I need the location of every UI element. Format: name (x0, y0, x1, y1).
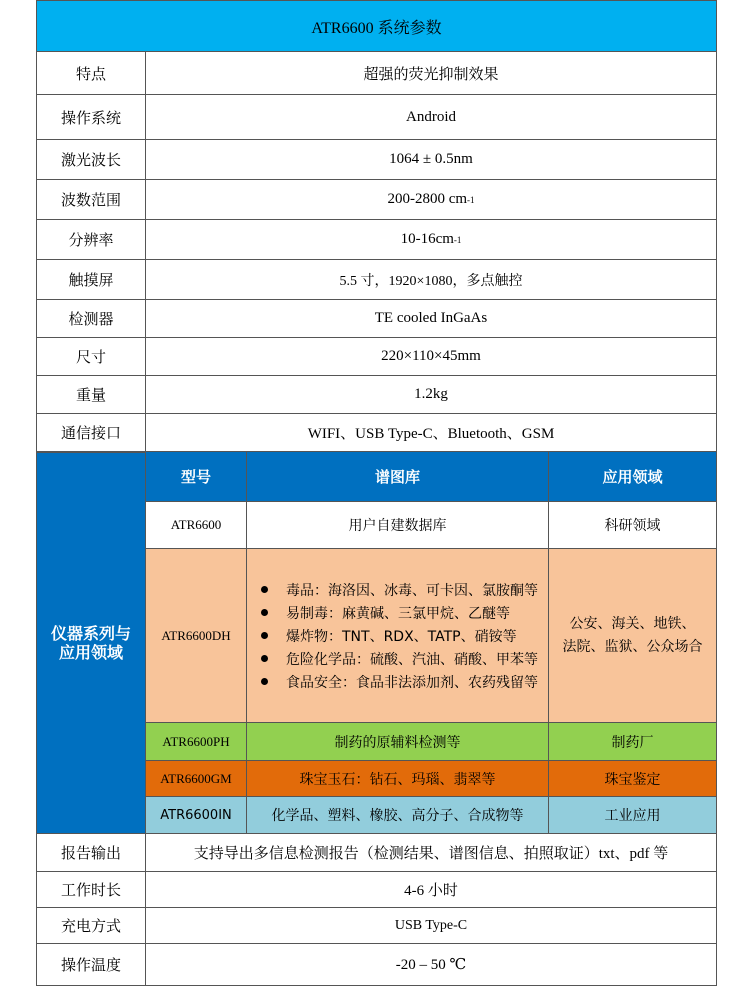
header-application: 应用领域 (549, 452, 717, 502)
spec-value: 220×110×45mm (146, 338, 717, 376)
spec-row-runtime (36, 872, 717, 908)
spec-value: 1064 ± 0.5nm (146, 140, 717, 180)
spec-label: 工作时长 (36, 872, 146, 908)
spec-value: 1.2kg (146, 376, 717, 414)
table-title: ATR6600 系统参数 (36, 0, 717, 52)
library-cell (247, 549, 549, 723)
spec-value: WIFI、USB Type-C、Bluetooth、GSM (146, 414, 717, 452)
series-side-label (36, 452, 146, 834)
series-header-row (146, 452, 717, 502)
model-cell: ATR6600GM (146, 761, 247, 797)
spec-value: 超强的荧光抑制效果 (146, 52, 717, 95)
spec-label: 重量 (36, 376, 146, 414)
application-cell: 制药厂 (549, 723, 717, 761)
bullet-icon (261, 586, 268, 593)
library-cell: 用户自建数据库 (247, 502, 549, 549)
application-cell: 科研领域 (549, 502, 717, 549)
spec-table (36, 0, 717, 986)
model-cell: ATR6600 (146, 502, 247, 549)
side-label-line1: 仪器系列与 (50, 624, 131, 643)
model-cell: ATR6600IN (146, 797, 247, 834)
spec-row-weight (36, 376, 717, 414)
spec-value-text: 200-2800 cm (387, 191, 468, 207)
spec-label: 报告输出 (36, 834, 146, 872)
spec-label: 操作温度 (36, 944, 146, 986)
spec-label: 操作系统 (36, 95, 146, 140)
spec-label: 检测器 (36, 300, 146, 338)
bullet-icon (261, 655, 268, 662)
application-cell: 工业应用 (549, 797, 717, 834)
spec-label: 充电方式 (36, 908, 146, 944)
spec-label: 通信接口 (36, 414, 146, 452)
library-cell: 制药的原辅料检测等 (247, 723, 549, 761)
spec-label: 波数范围 (36, 180, 146, 220)
side-label-line2: 应用领域 (58, 643, 123, 662)
spec-value (146, 180, 717, 220)
spec-value: USB Type-C (146, 908, 717, 944)
list-item: 爆炸物：TNT、RDX、TATP、硝铵等 (247, 624, 548, 647)
spec-label: 触摸屏 (36, 260, 146, 300)
spec-row-charging (36, 908, 717, 944)
spec-value-text: 10-16cm (400, 231, 454, 247)
spec-row-temperature (36, 944, 717, 986)
spec-row-laser (36, 140, 717, 180)
title-row (36, 0, 717, 52)
spec-value: 支持导出多信息检测报告（检测结果、谱图信息、拍照取证）txt、pdf 等 (146, 834, 717, 872)
list-item: 易制毒：麻黄碱、三氯甲烷、乙醚等 (247, 601, 548, 624)
series-row-atr6600gm (146, 761, 717, 797)
spec-label: 尺寸 (36, 338, 146, 376)
spec-row-touchscreen (36, 260, 717, 300)
spec-row-os (36, 95, 717, 140)
spec-label: 特点 (36, 52, 146, 95)
list-item: 危险化学品：硫酸、汽油、硝酸、甲苯等 (247, 647, 548, 670)
spec-label: 激光波长 (36, 140, 146, 180)
spec-row-resolution (36, 220, 717, 260)
spec-value: 4-6 小时 (146, 872, 717, 908)
header-model: 型号 (146, 452, 247, 502)
bullet-icon (261, 632, 268, 639)
spec-value: 5.5 寸，1920×1080，多点触控 (146, 260, 717, 300)
spec-row-report (36, 834, 717, 872)
bullet-icon (261, 609, 268, 616)
header-library: 谱图库 (247, 452, 549, 502)
list-item: 毒品：海洛因、冰毒、可卡因、氯胺酮等 (247, 578, 548, 601)
model-cell: ATR6600PH (146, 723, 247, 761)
library-list (247, 578, 548, 693)
spec-row-detector (36, 300, 717, 338)
spec-value: -20 – 50 ℃ (146, 944, 717, 986)
series-row-atr6600 (146, 502, 717, 549)
superscript: -1 (453, 234, 462, 245)
series-section (36, 452, 717, 834)
library-cell: 珠宝玉石：钻石、玛瑙、翡翠等 (247, 761, 549, 797)
spec-row-size (36, 338, 717, 376)
spec-value: TE cooled InGaAs (146, 300, 717, 338)
library-cell: 化学品、塑料、橡胶、高分子、合成物等 (247, 797, 549, 834)
series-row-atr6600ph (146, 723, 717, 761)
spec-label: 分辨率 (36, 220, 146, 260)
application-cell: 公安、海关、地铁、 法院、监狱、公众场合 (549, 549, 717, 723)
spec-row-interface (36, 414, 717, 452)
list-item: 食品安全：食品非法添加剂、农药残留等 (247, 670, 548, 693)
series-row-atr6600in (146, 797, 717, 834)
superscript: -1 (467, 194, 475, 205)
model-cell: ATR6600DH (146, 549, 247, 723)
spec-value: Android (146, 95, 717, 140)
spec-value (146, 220, 717, 260)
spec-row-feature (36, 52, 717, 95)
series-row-atr6600dh (146, 549, 717, 723)
spec-row-wavenumber (36, 180, 717, 220)
bullet-icon (261, 678, 268, 685)
application-cell: 珠宝鉴定 (549, 761, 717, 797)
